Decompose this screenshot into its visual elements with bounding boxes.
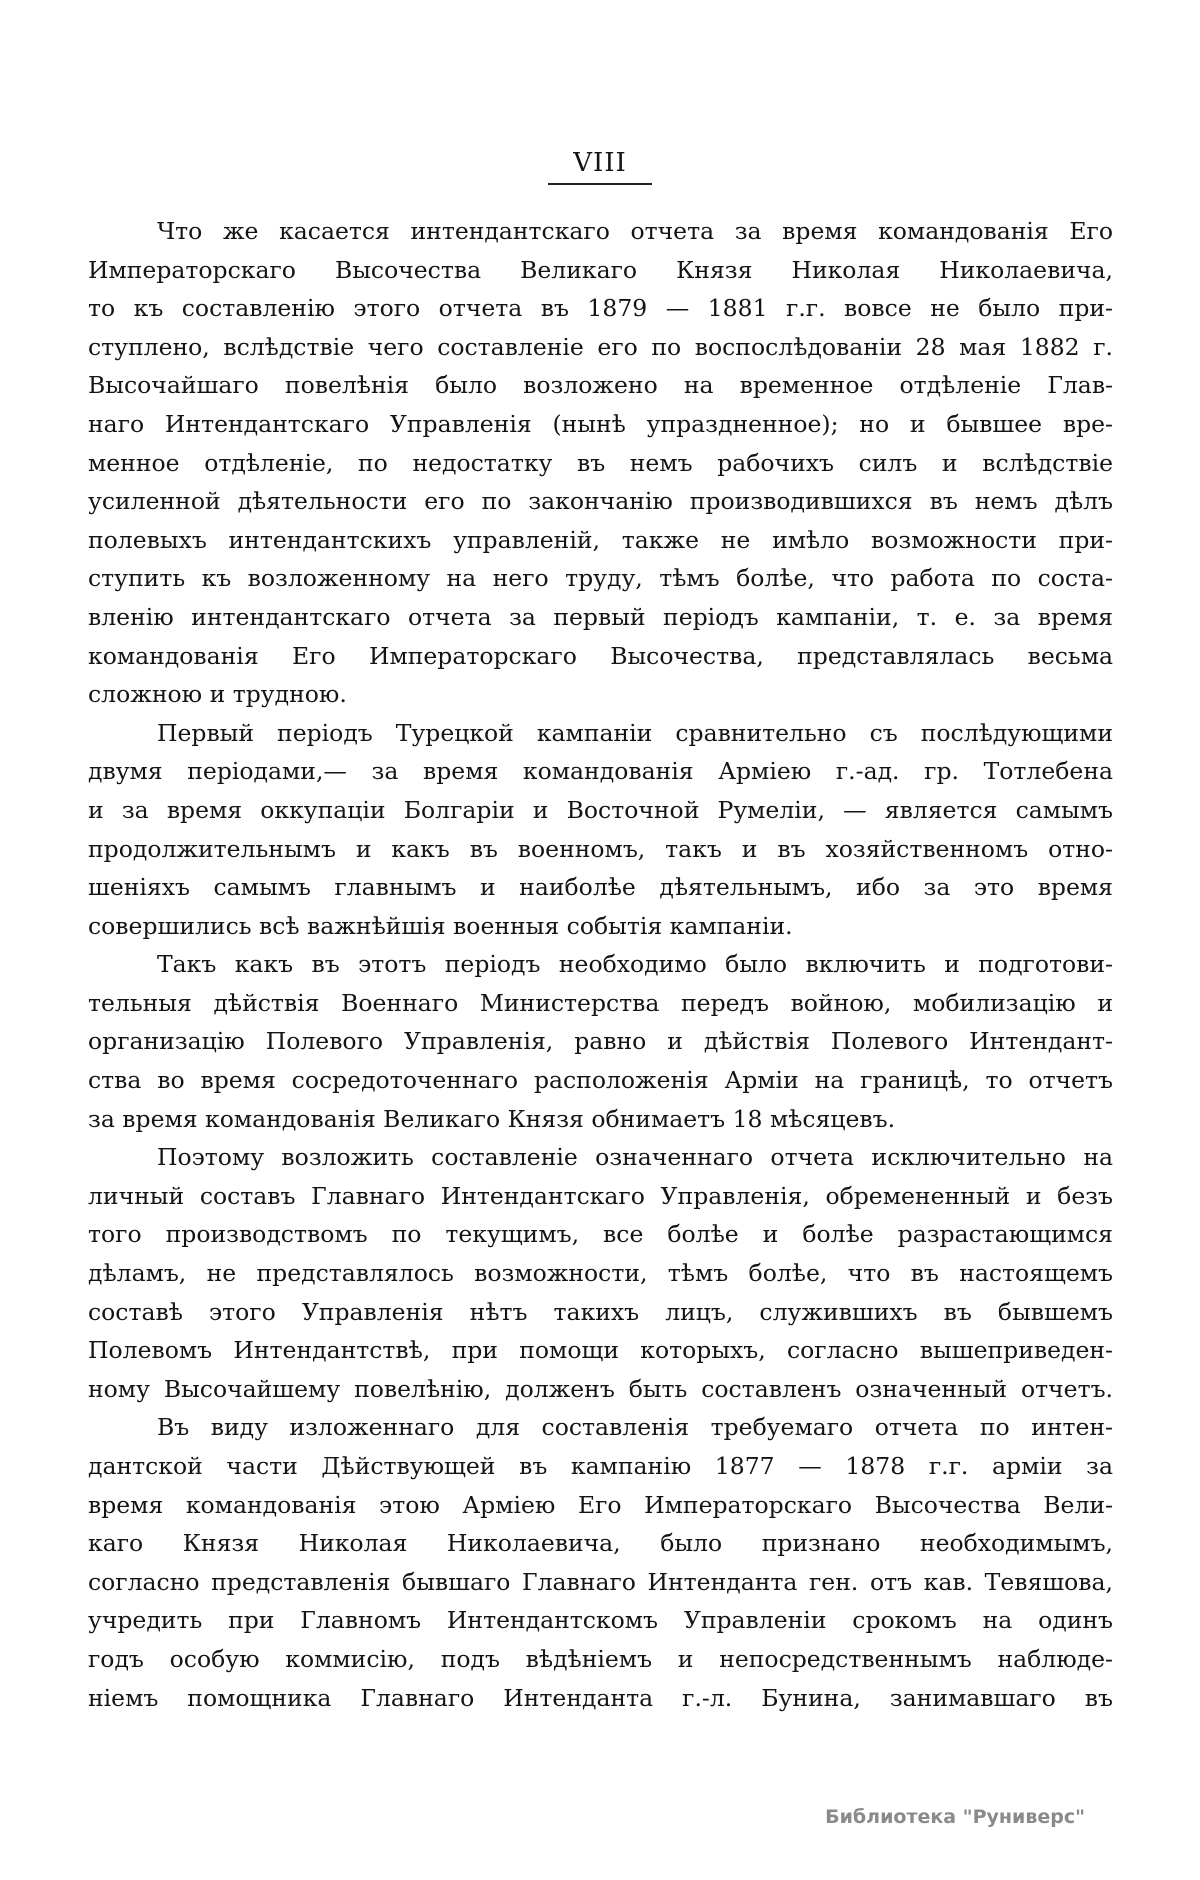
text-line: и за время оккупаціи Болгаріи и Восточной Румеліи, — является самымъ — [88, 795, 1113, 824]
text-line: ніемъ помощника Главнаго Интенданта г.-л. Бунина, занимавшаго въ — [88, 1683, 1113, 1712]
text-line: Такъ какъ въ этотъ періодъ необходимо было включить и подготови- — [157, 950, 1113, 979]
library-watermark: Библиотека "Руниверс" — [825, 1806, 1085, 1828]
text-line: продолжительнымъ и какъ въ военномъ, такъ и въ хозяйственномъ отно- — [88, 834, 1113, 863]
text-line: наго Интендантскаго Управленія (нынѣ упраздненное); но и бывшее вре- — [88, 409, 1113, 438]
text-line: то къ составленію этого отчета въ 1879 — 1881 г.г. вовсе не было при- — [88, 294, 1113, 323]
text-line: усиленной дѣятельности его по закончанію производившихся въ немъ дѣлъ — [88, 487, 1113, 516]
page-number-underline — [548, 183, 652, 185]
text-line: двумя періодами,— за время командованія Арміею г.-ад. гр. Тотлебена — [88, 757, 1113, 786]
paragraph — [88, 714, 1113, 946]
paragraph — [88, 1408, 1113, 1717]
text-line: за время командованія Великаго Князя обнимаетъ 18 мѣсяцевъ. — [88, 1104, 896, 1133]
text-line: ступлено, вслѣдствіе чего составленіе его по воспослѣдованіи 28 мая 1882 г. — [88, 332, 1113, 361]
text-line: Полевомъ Интендантствѣ, при помощи которыхъ, согласно вышеприведен- — [88, 1336, 1113, 1365]
text-line: менное отдѣленіе, по недостатку въ немъ рабочихъ силъ и вслѣдствіе — [88, 448, 1113, 477]
text-line: дантской части Дѣйствующей въ кампанію 1877 — 1878 г.г. арміи за — [88, 1452, 1113, 1480]
text-line: годъ особую коммисію, подъ вѣдѣніемъ и непосредственнымъ наблюде- — [88, 1644, 1113, 1673]
text-line: сложною и трудною. — [88, 680, 347, 709]
text-line: личный составъ Главнаго Интендантскаго Управленія, обремененный и безъ — [88, 1181, 1113, 1210]
paragraph — [88, 945, 1113, 1138]
text-line: учредить при Главномъ Интендантскомъ Управленіи срокомъ на одинъ — [88, 1606, 1113, 1635]
text-line: Первый періодъ Турецкой кампаніи сравнительно съ послѣдующими — [157, 718, 1113, 747]
text-line: дѣламъ, не представлялось возможности, тѣмъ болѣе, что въ настоящемъ — [88, 1259, 1113, 1288]
text-line: того производствомъ по текущимъ, все болѣе и болѣе разрастающимся — [88, 1220, 1113, 1249]
text-line: организацію Полевого Управленія, равно и дѣйствія Полевого Интендант- — [88, 1027, 1113, 1056]
paragraph — [88, 1138, 1113, 1408]
text-line: Въ виду изложеннаго для составленія требуемаго отчета по интен- — [157, 1413, 1113, 1442]
text-line: составѣ этого Управленія нѣтъ такихъ лицъ, служившихъ въ бывшемъ — [88, 1297, 1113, 1326]
text-line: согласно представленія бывшаго Главнаго Интенданта ген. отъ кав. Тевяшова, — [88, 1567, 1113, 1596]
text-line: ства во время сосредоточеннаго расположенія Арміи на границѣ, то отчетъ — [88, 1066, 1113, 1095]
text-line: ному Высочайшему повелѣнію, долженъ быть составленъ означенный отчетъ. — [88, 1374, 1113, 1403]
text-line: Что же касается интендантскаго отчета за время командованія Его — [157, 217, 1113, 245]
paragraph — [88, 212, 1113, 714]
text-line: вленію интендантскаго отчета за первый періодъ кампаніи, т. е. за время — [88, 602, 1113, 631]
text-line: тельныя дѣйствія Военнаго Министерства передъ войною, мобилизацію и — [88, 988, 1113, 1017]
page-number: VIII — [573, 148, 627, 178]
text-line: Императорскаго Высочества Великаго Князя Николая Николаевича, — [88, 255, 1113, 284]
text-line: совершились всѣ важнѣйшія военныя событія кампаніи. — [88, 911, 793, 940]
text-line: Высочайшаго повелѣнія было возложено на временное отдѣленіе Глав- — [88, 371, 1113, 400]
text-line: время командованія этою Арміею Его Императорскаго Высочества Вели- — [88, 1490, 1113, 1519]
text-line: полевыхъ интендантскихъ управленій, также не имѣло возможности при- — [88, 525, 1113, 554]
text-line: шеніяхъ самымъ главнымъ и наиболѣе дѣятельнымъ, ибо за это время — [88, 873, 1113, 902]
text-line: командованія Его Императорскаго Высочества, представлялась весьма — [88, 641, 1113, 670]
text-line: каго Князя Николая Николаевича, было признано необходимымъ, — [88, 1529, 1113, 1558]
text-line: Поэтому возложить составленіе означеннаго отчета исключительно на — [157, 1143, 1113, 1172]
body-text — [88, 212, 1113, 1717]
text-line: ступить къ возложенному на него труду, тѣмъ болѣе, что работа по соста- — [88, 564, 1113, 593]
